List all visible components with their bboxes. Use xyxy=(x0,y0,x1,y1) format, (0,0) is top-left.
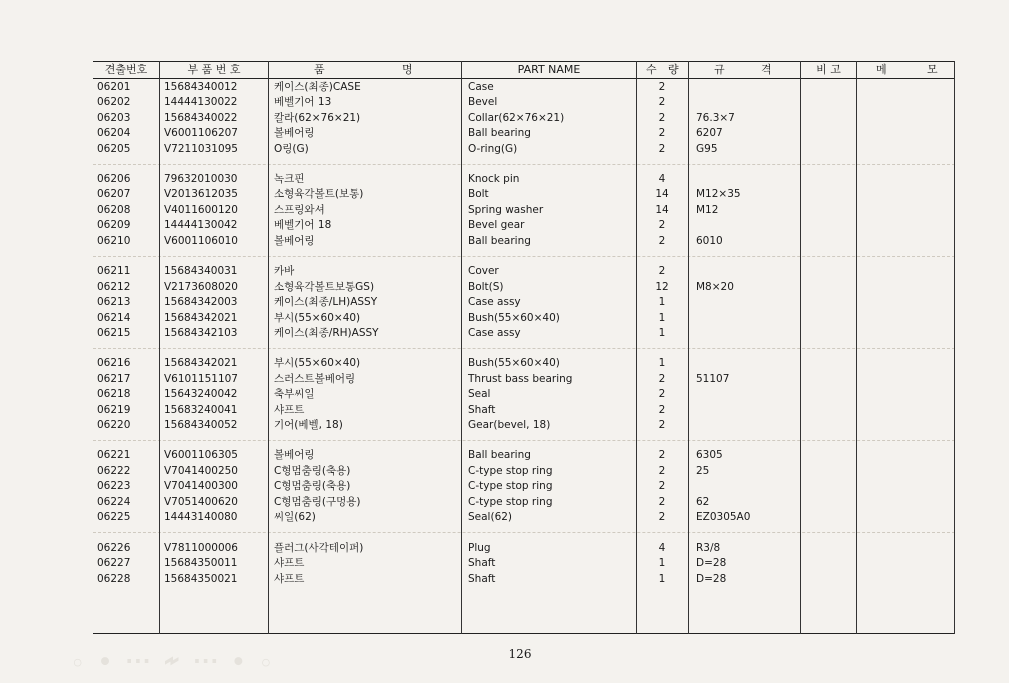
row-name-ko: 케이스(최종/RH)ASSY xyxy=(274,327,379,339)
row-part-name: Bush(55×60×40) xyxy=(468,312,560,324)
column-rule xyxy=(461,61,462,634)
row-name-ko: 부시(55×60×40) xyxy=(274,312,361,324)
row-spec: 6305 xyxy=(696,449,723,461)
row-part-name: Seal xyxy=(468,388,491,400)
row-spec: R3/8 xyxy=(696,542,721,554)
row-part-no: 15683240041 xyxy=(164,404,238,416)
header-name-ko xyxy=(269,62,461,78)
row-part-name: Shaft xyxy=(468,573,496,585)
row-no: 06216 xyxy=(97,357,131,369)
row-no: 06222 xyxy=(97,465,131,477)
row-spec: M12×35 xyxy=(696,188,741,200)
row-qty: 1 xyxy=(658,327,666,339)
row-name-ko: 베벨기어 13 xyxy=(274,96,332,108)
header-memo-label-2: 모 xyxy=(927,63,938,76)
row-qty: 14 xyxy=(655,204,669,216)
row-qty: 2 xyxy=(658,419,666,431)
row-name-ko: C형멈춤링(축용) xyxy=(274,465,351,477)
column-rule xyxy=(268,61,269,634)
row-no: 06212 xyxy=(97,281,131,293)
row-part-name: O-ring(G) xyxy=(468,143,518,155)
row-name-ko: 케이스(최종)CASE xyxy=(274,81,361,93)
row-part-name: Shaft xyxy=(468,404,496,416)
row-name-ko: 소형육각볼트(보통) xyxy=(274,188,364,200)
row-no: 06218 xyxy=(97,388,131,400)
row-part-name: Bolt(S) xyxy=(468,281,504,293)
row-spec: 62 xyxy=(696,496,710,508)
row-part-no: V7041400300 xyxy=(164,480,238,492)
row-part-no: 15684340022 xyxy=(164,112,238,124)
row-part-no: V4011600120 xyxy=(164,204,238,216)
row-part-name: C-type stop ring xyxy=(468,480,553,492)
row-no: 06226 xyxy=(97,542,131,554)
column-rule xyxy=(688,61,689,634)
row-name-ko: 샤프트 xyxy=(274,573,305,585)
row-name-ko: 샤프트 xyxy=(274,404,305,416)
header-remark-label: 비 고 xyxy=(816,63,841,76)
group-separator xyxy=(93,164,955,166)
row-no: 06204 xyxy=(97,127,131,139)
row-name-ko: 축부씨일 xyxy=(274,388,315,400)
row-part-no: V7211031095 xyxy=(164,143,238,155)
row-name-ko: 카바 xyxy=(274,265,295,277)
row-no: 06227 xyxy=(97,557,131,569)
row-part-no: V7811000006 xyxy=(164,542,238,554)
row-part-no: V2013612035 xyxy=(164,188,238,200)
row-qty: 4 xyxy=(658,542,666,554)
column-rule xyxy=(856,61,857,634)
header-qty-label-1: 수 xyxy=(646,63,657,76)
row-part-name: Bolt xyxy=(468,188,489,200)
row-no: 06201 xyxy=(97,81,131,93)
row-no: 06206 xyxy=(97,173,131,185)
row-part-name: Knock pin xyxy=(468,173,520,185)
row-no: 06209 xyxy=(97,219,131,231)
row-no: 06205 xyxy=(97,143,131,155)
row-part-no: 14443140080 xyxy=(164,511,238,523)
bleed-through-text: ◦ ∙ ⋯ ⌁ ⋯ ∙ ◦ xyxy=(70,646,276,676)
group-separator xyxy=(93,256,955,258)
header-name-ko-label-2: 명 xyxy=(402,63,413,76)
row-spec: M8×20 xyxy=(696,281,734,293)
row-part-name: Bevel xyxy=(468,96,498,108)
row-qty: 2 xyxy=(658,373,666,385)
row-no: 06223 xyxy=(97,480,131,492)
row-no: 06221 xyxy=(97,449,131,461)
row-part-no: 15684342003 xyxy=(164,296,238,308)
row-name-ko: 베벨기어 18 xyxy=(274,219,332,231)
row-name-ko: 샤프트 xyxy=(274,557,305,569)
row-part-name: Ball bearing xyxy=(468,127,531,139)
row-no: 06224 xyxy=(97,496,131,508)
header-rule xyxy=(93,78,955,79)
row-part-name: Case xyxy=(468,81,494,93)
row-spec: 76.3×7 xyxy=(696,112,735,124)
row-name-ko: 씨일(62) xyxy=(274,511,316,523)
row-name-ko: 볼베어링 xyxy=(274,235,315,247)
column-rule xyxy=(636,61,637,634)
row-qty: 2 xyxy=(658,404,666,416)
group-separator xyxy=(93,532,955,534)
row-no: 06211 xyxy=(97,265,131,277)
row-spec: G95 xyxy=(696,143,718,155)
header-part-no-label: 부 품 번 호 xyxy=(187,63,241,76)
row-part-no: 15684342021 xyxy=(164,312,238,324)
row-qty: 2 xyxy=(658,388,666,400)
row-part-name: Ball bearing xyxy=(468,235,531,247)
row-part-name: C-type stop ring xyxy=(468,496,553,508)
row-part-name: Seal(62) xyxy=(468,511,513,523)
row-qty: 1 xyxy=(658,357,666,369)
row-name-ko: 스러스트볼베어링 xyxy=(274,373,356,385)
row-part-no: 15643240042 xyxy=(164,388,238,400)
row-qty: 2 xyxy=(658,511,666,523)
row-qty: 2 xyxy=(658,465,666,477)
row-qty: 1 xyxy=(658,557,666,569)
row-part-name: Shaft xyxy=(468,557,496,569)
row-part-no: 79632010030 xyxy=(164,173,238,185)
row-qty: 2 xyxy=(658,235,666,247)
row-name-ko: 녹크핀 xyxy=(274,173,305,185)
row-name-ko: 플러그(사각테이퍼) xyxy=(274,542,364,554)
row-part-no: V6001106305 xyxy=(164,449,238,461)
row-part-no: 14444130042 xyxy=(164,219,238,231)
row-part-no: V6001106010 xyxy=(164,235,238,247)
row-part-no: V6101151107 xyxy=(164,373,238,385)
row-qty: 1 xyxy=(658,573,666,585)
row-no: 06225 xyxy=(97,511,131,523)
header-memo-label-1: 메 xyxy=(876,63,887,76)
column-rule xyxy=(159,61,160,634)
row-name-ko: 기어(베벨, 18) xyxy=(274,419,343,431)
row-name-ko: 케이스(최종/LH)ASSY xyxy=(274,296,378,308)
row-part-no: 15684340031 xyxy=(164,265,238,277)
row-no: 06207 xyxy=(97,188,131,200)
row-part-name: Cover xyxy=(468,265,499,277)
row-name-ko: 부시(55×60×40) xyxy=(274,357,361,369)
row-part-name: Spring washer xyxy=(468,204,544,216)
row-name-ko: 스프링와셔 xyxy=(274,204,325,216)
row-part-no: 15684340012 xyxy=(164,81,238,93)
row-no: 06202 xyxy=(97,96,131,108)
header-part-name-label: PART NAME xyxy=(517,63,581,76)
row-name-ko: 칼라(62×76×21) xyxy=(274,112,361,124)
header-qty xyxy=(637,62,688,78)
group-separator xyxy=(93,348,955,350)
row-name-ko: O링(G) xyxy=(274,143,309,155)
row-part-no: V7041400250 xyxy=(164,465,238,477)
row-part-name: C-type stop ring xyxy=(468,465,553,477)
row-qty: 12 xyxy=(655,281,669,293)
row-qty: 2 xyxy=(658,81,666,93)
row-part-name: Bush(55×60×40) xyxy=(468,357,560,369)
row-part-name: Collar(62×76×21) xyxy=(468,112,565,124)
row-spec: 51107 xyxy=(696,373,730,385)
row-qty: 2 xyxy=(658,96,666,108)
row-part-no: V7051400620 xyxy=(164,496,238,508)
row-part-no: V2173608020 xyxy=(164,281,238,293)
row-part-no: V6001106207 xyxy=(164,127,238,139)
row-name-ko: C형멈춤링(구멍용) xyxy=(274,496,361,508)
header-spec-label-1: 규 xyxy=(714,63,725,76)
row-no: 06219 xyxy=(97,404,131,416)
row-part-name: Thrust bass bearing xyxy=(468,373,573,385)
row-no: 06220 xyxy=(97,419,131,431)
bottom-rule xyxy=(93,633,955,634)
row-qty: 2 xyxy=(658,143,666,155)
row-part-name: Case assy xyxy=(468,327,521,339)
row-qty: 1 xyxy=(658,296,666,308)
row-no: 06214 xyxy=(97,312,131,324)
row-no: 06215 xyxy=(97,327,131,339)
header-part-name xyxy=(462,62,636,78)
row-no: 06208 xyxy=(97,204,131,216)
header-name-ko-label-1: 품 xyxy=(314,63,325,76)
row-no: 06203 xyxy=(97,112,131,124)
row-name-ko: 볼베어링 xyxy=(274,127,315,139)
row-part-name: Ball bearing xyxy=(468,449,531,461)
row-no: 06213 xyxy=(97,296,131,308)
row-no: 06210 xyxy=(97,235,131,247)
row-qty: 4 xyxy=(658,173,666,185)
header-memo xyxy=(857,62,954,78)
page-number: 126 xyxy=(508,647,532,661)
row-spec: M12 xyxy=(696,204,719,216)
row-qty: 2 xyxy=(658,127,666,139)
row-part-name: Plug xyxy=(468,542,491,554)
row-part-name: Case assy xyxy=(468,296,521,308)
group-separator xyxy=(93,440,955,442)
row-qty: 2 xyxy=(658,112,666,124)
row-part-no: 15684350021 xyxy=(164,573,238,585)
row-part-no: 15684342021 xyxy=(164,357,238,369)
row-name-ko: 볼베어링 xyxy=(274,449,315,461)
header-remark xyxy=(801,62,856,78)
header-qty-label-2: 량 xyxy=(668,63,679,76)
row-qty: 14 xyxy=(655,188,669,200)
row-part-no: 15684342103 xyxy=(164,327,238,339)
row-qty: 2 xyxy=(658,265,666,277)
column-rule xyxy=(954,61,955,634)
row-qty: 2 xyxy=(658,496,666,508)
row-spec: EZ0305A0 xyxy=(696,511,751,523)
row-no: 06228 xyxy=(97,573,131,585)
row-qty: 2 xyxy=(658,480,666,492)
header-spec xyxy=(689,62,800,78)
row-part-no: 15684350011 xyxy=(164,557,238,569)
column-rule xyxy=(800,61,801,634)
row-name-ko: C형멈춤링(축용) xyxy=(274,480,351,492)
header-no xyxy=(93,62,159,78)
row-spec: D=28 xyxy=(696,573,727,585)
row-qty: 2 xyxy=(658,449,666,461)
header-spec-label-2: 격 xyxy=(761,63,772,76)
row-spec: D=28 xyxy=(696,557,727,569)
row-part-no: 15684340052 xyxy=(164,419,238,431)
row-spec: 6207 xyxy=(696,127,723,139)
row-part-name: Bevel gear xyxy=(468,219,525,231)
row-spec: 6010 xyxy=(696,235,723,247)
row-part-name: Gear(bevel, 18) xyxy=(468,419,551,431)
header-part-no xyxy=(160,62,268,78)
header-no-label: 견출번호 xyxy=(104,63,148,76)
row-no: 06217 xyxy=(97,373,131,385)
row-qty: 2 xyxy=(658,219,666,231)
row-qty: 1 xyxy=(658,312,666,324)
row-name-ko: 소형육각볼트보통GS) xyxy=(274,281,375,293)
row-part-no: 14444130022 xyxy=(164,96,238,108)
row-spec: 25 xyxy=(696,465,710,477)
